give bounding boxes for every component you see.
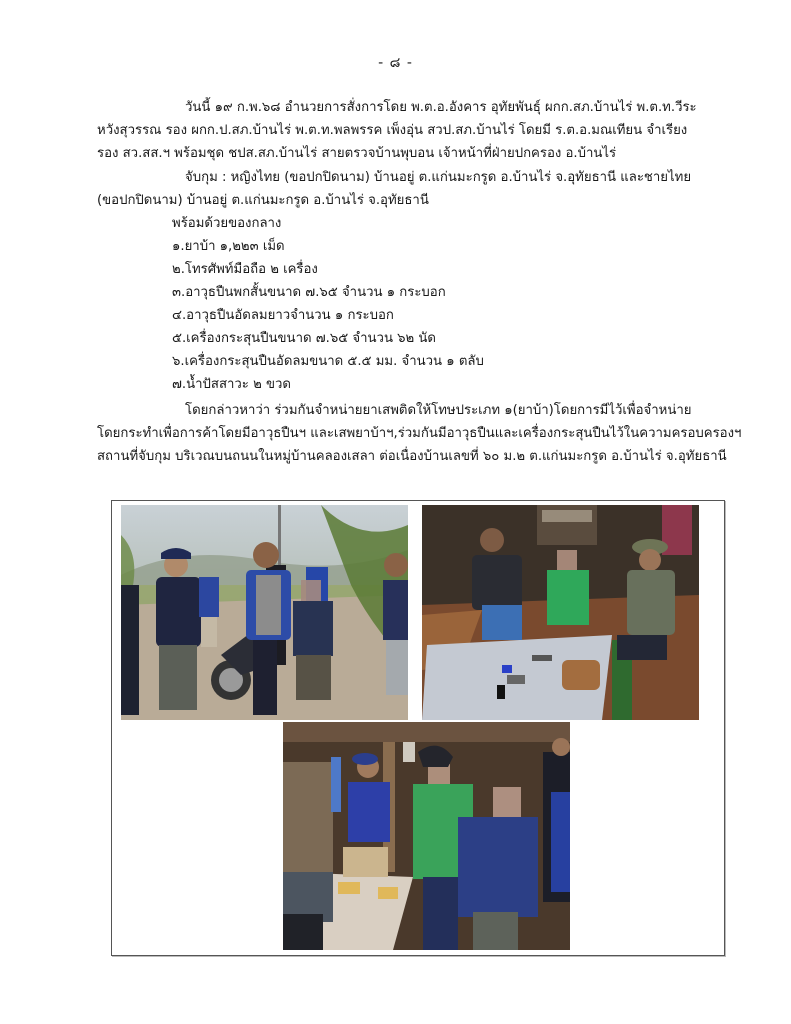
evidence-heading: พร้อมด้วยของกลาง xyxy=(172,216,282,231)
charges-line-1: โดยกล่าวหาว่า ร่วมกันจำหน่ายยาเสพติดให้โทษประเภท ๑(ยาบ้า)โดยการมีไว้เพื่อจำหน่าย xyxy=(185,403,692,418)
arrest-line-2: (ขอปกปิดนาม) บ้านอยู่ ต.แก่นมะกรูด อ.บ้านไร่ จ.อุทัยธานี xyxy=(97,193,429,208)
charges-line-3: สถานที่จับกุม บริเวณบนถนนในหมู่บ้านคลองเสลา ต่อเนื่องบ้านเลขที่ ๖๐ ม.๒ ต.แก่นมะกรูด อ.บ้านไร่ จ.อุทัยธานี xyxy=(97,449,727,464)
photo-outdoor-arrest xyxy=(121,505,408,720)
evidence-item: ๑.ยาบ้า ๑,๒๒๓ เม็ด xyxy=(172,239,285,254)
photo-suspects-indoors xyxy=(283,722,570,950)
arrest-line-1: จับกุม : หญิงไทย (ขอปกปิดนาม) บ้านอยู่ ต.แก่นมะกรูด อ.บ้านไร่ จ.อุทัยธานี และชายไทย xyxy=(185,170,692,185)
evidence-item: ๓.อาวุธปืนพกสั้นขนาด ๗.๖๕ จำนวน ๑ กระบอก xyxy=(172,285,446,300)
photo-evidence-display-image xyxy=(422,505,699,720)
paragraph-1-line-2: หวังสุวรรณ รอง ผกก.ป.สภ.บ้านไร่ พ.ต.ท.พลพรรค เพ็งอุ่น สวป.สภ.บ้านไร่ โดยมี ร.ต.อ.มณเทียน จำเรียง xyxy=(97,123,688,138)
charges-line-2: โดยกระทำเพื่อการค้าโดยมีอาวุธปืนฯ และเสพยาบ้าฯ,ร่วมกันมีอาวุธปืนและเครื่องกระสุนปืนไว้ในความครอบครองฯ xyxy=(97,426,742,441)
page-number: - ๘ - xyxy=(378,55,413,71)
paragraph-1-line-1: วันนี้ ๑๙ ก.พ.๖๘ อำนวยการสั่งการโดย พ.ต.อ.อังคาร อุทัยพันธุ์ ผกก.สภ.บ้านไร่ พ.ต.ท.วีระ xyxy=(185,100,697,115)
evidence-item: ๖.เครื่องกระสุนปืนอัดลมขนาด ๕.๕ มม. จำนวน ๑ ตลับ xyxy=(172,354,484,369)
photo-suspects-indoors-image xyxy=(283,722,570,950)
evidence-item: ๒.โทรศัพท์มือถือ ๒ เครื่อง xyxy=(172,262,318,277)
photo-evidence-display xyxy=(422,505,699,720)
photo-outdoor-arrest-image xyxy=(121,505,408,720)
evidence-item: ๕.เครื่องกระสุนปืนขนาด ๗.๖๕ จำนวน ๖๒ นัด xyxy=(172,331,436,346)
evidence-item: ๔.อาวุธปืนอัดลมยาวจำนวน ๑ กระบอก xyxy=(172,308,394,323)
paragraph-1-line-3: รอง สว.สส.ฯ พร้อมชุด ชปส.สภ.บ้านไร่ สายตรวจบ้านพุบอน เจ้าหน้าที่ฝ่ายปกครอง อ.บ้านไร่ xyxy=(97,146,617,161)
evidence-item: ๗.น้ำปัสสาวะ ๒ ขวด xyxy=(172,377,291,392)
